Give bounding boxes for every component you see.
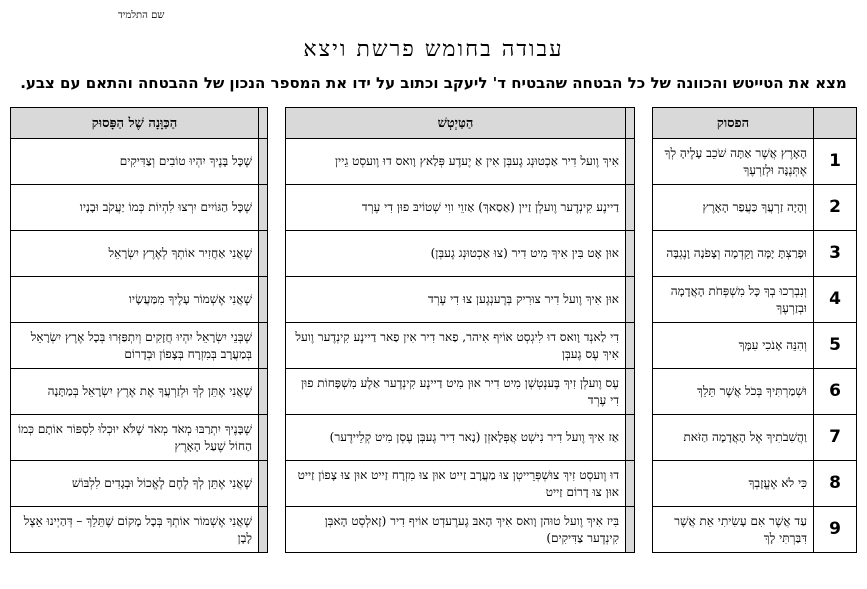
intention-text: שֶׁאֲנִי אַחֲזִיר אוֹתְךָ לְאֶרֶץ יִשְׂרָאֵל	[11, 231, 259, 277]
verse-number: 9	[814, 507, 857, 553]
translation-row	[286, 277, 635, 323]
translation-text: אוּן אִיךְ וֶועל דִיר צוּרִיק בְּרֶענְגֶען צוּ דִי עֶרְד	[286, 277, 626, 323]
verse-text: וְנִבְרְכוּ בְךָ כָּל מִשְׁפְּחֹת הָאֲדָמָה וּבְזַרְעֶךָ	[653, 277, 814, 323]
intentions-edge-header	[259, 108, 268, 139]
intention-row	[11, 323, 268, 369]
intentions-table	[10, 107, 268, 553]
answer-number-cell[interactable]	[626, 323, 635, 369]
verse-row	[653, 139, 857, 185]
intention-row	[11, 415, 268, 461]
verse-number: 4	[814, 277, 857, 323]
verse-row	[653, 507, 857, 553]
answer-number-cell[interactable]	[626, 369, 635, 415]
verse-number: 7	[814, 415, 857, 461]
answer-number-cell[interactable]	[626, 277, 635, 323]
verse-text: הָאָרֶץ אֲשֶׁר אַתָּה שֹׁכֵב עָלֶיהָ לְךָ אֶתְּנֶנָּה וּלְזַרְעֶךָ	[653, 139, 814, 185]
intention-text: שֶׁאֲנִי אֶתֵּן לְךָ לֶחֶם לֶאֱכוֹל וּבְגָדִים לִלְבּוֹשׁ	[11, 461, 259, 507]
translation-row	[286, 323, 635, 369]
translation-text: דִי לַאנְד וָואס דוּ לִיגְסְט אוֹיף אִיהר, פַאר דִיר אִין פַאר דַיינֶע קִינְדֶער וֶועל אִיךְ עֶס גֶעבְּן	[286, 323, 626, 369]
answer-number-cell[interactable]	[626, 231, 635, 277]
intention-text: שֶׁבָּנֶיךָ יִתְרַבּוּ מְאֹד מְאֹד שֶׁלֹּא יוּכְלוּ לִסְפּוֹר אוֹתָם כְּמוֹ הַחוֹל שֶׁעַל הָאָרֶץ	[11, 415, 259, 461]
intention-text: שֶׁאֲנִי אֶשְׁמוֹר אוֹתְךָ בְּכָל מָקוֹם שֶׁתֵּלֵךְ – דְּהַיְינוּ אֵצֶל לָבָן	[11, 507, 259, 553]
intention-row	[11, 139, 268, 185]
answer-number-cell[interactable]	[259, 369, 268, 415]
instructions: מצא את הטייטש והכוונה של כל הבטחה שהבטיח ד' ליעקב וכתוב על ידו את המספר הנכון של ההבטחה והתאם עם צבע.	[20, 74, 847, 92]
translation-row	[286, 139, 635, 185]
verse-row	[653, 323, 857, 369]
translation-edge-header	[626, 108, 635, 139]
translation-text: אִיךְ וֶועל דִיר אַכְטוּנְג גֶעבְּן אִין אַ יֶעדֶע פְּלַאץ וָואס דוּ וֶועסְט גֵיין	[286, 139, 626, 185]
answer-number-cell[interactable]	[259, 507, 268, 553]
translation-row	[286, 507, 635, 553]
translation-row	[286, 461, 635, 507]
intention-row	[11, 277, 268, 323]
intention-text: שֶׁאֲנִי אֶתֵּן לְךָ וּלְזַרְעֲךָ אֶת אֶרֶץ יִשְׂרָאֵל בְּמַתָּנָה	[11, 369, 259, 415]
translation-text: אַז אִיךְ וֶועל דִיר נִישְׁט אֲפְּלָאזְן (נָאר דִיר גֶעבְּן עֶסְן מִיט קְלֵיידֶער)	[286, 415, 626, 461]
intention-row	[11, 507, 268, 553]
answer-number-cell[interactable]	[626, 415, 635, 461]
intention-row	[11, 461, 268, 507]
page-title: עבודה בחומש פרשת ויצא	[303, 37, 564, 62]
verse-number: 3	[814, 231, 857, 277]
verse-text: וּפָרַצְתָּ יָמָּה וָקֵדְמָה וְצָפֹנָה וָנֶגְבָּה	[653, 231, 814, 277]
translation-row	[286, 369, 635, 415]
intention-text: שֶׁכָּל הַגּוֹיִים יִרְצוּ לִהְיוֹת כְּמוֹ יַעֲקֹב וּבָנָיו	[11, 185, 259, 231]
verse-number: 8	[814, 461, 857, 507]
verses-header: הפסוק	[653, 108, 814, 139]
answer-number-cell[interactable]	[259, 231, 268, 277]
verse-text: וְהָיָה זַרְעֲךָ כַּעֲפַר הָאָרֶץ	[653, 185, 814, 231]
intentions-header: הַכַּוָּנָה שֶׁל הַפָּסוּק	[11, 108, 259, 139]
answer-number-cell[interactable]	[259, 323, 268, 369]
answer-number-cell[interactable]	[626, 507, 635, 553]
translation-header: הַטַּיְטְשׁ	[286, 108, 626, 139]
translation-table	[285, 107, 635, 553]
answer-number-cell[interactable]	[259, 139, 268, 185]
verse-number: 1	[814, 139, 857, 185]
translation-text: דַיינֶע קִינְדֶער וֶועלְן זַיין (אַסַאךְ) אַזוֵי ווִי שְׁטוֹיבּ פוּן דִי עֶרְד	[286, 185, 626, 231]
answer-number-cell[interactable]	[259, 415, 268, 461]
verse-text: כִּי לֹא אֶעֱזָבְךָ	[653, 461, 814, 507]
intention-row	[11, 185, 268, 231]
translation-row	[286, 415, 635, 461]
verses-number-header	[814, 108, 857, 139]
answer-number-cell[interactable]	[626, 461, 635, 507]
translation-text: עֶס וֶועלְן זִיךְ בֶּענְטְשְׁן מִיט דִיר אוּן מִיט דַיינֶע קִינְדֶער אַלֶע מִשְׁפָּחוֹת פוּן דִי עֶרְד	[286, 369, 626, 415]
verse-text: עַד אֲשֶׁר אִם עָשִׂיתִי אֵת אֲשֶׁר דִּבַּרְתִּי לָךְ	[653, 507, 814, 553]
intention-row	[11, 369, 268, 415]
verse-row	[653, 185, 857, 231]
translation-text: בִּיז אִיךְ וֶועל טוּהן וָואס אִיךְ הָאבּ גֶערֶעדְט אוֹיף דִיר (זָאלְסְט הָאבְּן קִינְדֶער צַדִּיקִים)	[286, 507, 626, 553]
intention-text: שֶׁבְּנֵי יִשְׂרָאֵל יִהְיוּ חֲזָקִים וְיִתְפַּזְּרוּ בְּכָל אֶרֶץ יִשְׂרָאֵל בְּמַעֲרָב בְּמִזְרָח בְּצָפוֹן וּבְדָרוֹם	[11, 323, 259, 369]
answer-number-cell[interactable]	[626, 185, 635, 231]
verse-number: 5	[814, 323, 857, 369]
verse-row	[653, 461, 857, 507]
verse-text: וּשְׁמַרְתִּיךָ בְּכֹל אֲשֶׁר תֵּלֵךְ	[653, 369, 814, 415]
intention-text: שֶׁאֲנִי אֶשְׁמוֹר עָלֶיךָ מִמַּעֲשָׂיו	[11, 277, 259, 323]
student-name-label: שם התלמיד	[118, 10, 165, 21]
verse-row	[653, 231, 857, 277]
verse-row	[653, 415, 857, 461]
verses-table	[652, 107, 857, 553]
verse-row	[653, 277, 857, 323]
answer-number-cell[interactable]	[259, 185, 268, 231]
verse-row	[653, 369, 857, 415]
translation-text: דוּ וֶועסְט זִיךְ צוּשְׁפְּרֵייטְן צוּ מַעֲרָב זַייט אוּן צוּ מִזְרָח זַייט אוּן צוּ צָפוֹן זַייט אוּן צוּ דָרוֹם זַייט	[286, 461, 626, 507]
intention-row	[11, 231, 268, 277]
translation-text: אוּן אָט בִּין אִיךְ מִיט דִיר (צוּ אַכְטוּנְג גֶעבְּן)	[286, 231, 626, 277]
answer-number-cell[interactable]	[626, 139, 635, 185]
verse-text: וַהֲשִׁבֹתִיךָ אֶל הָאֲדָמָה הַזֹּאת	[653, 415, 814, 461]
answer-number-cell[interactable]	[259, 277, 268, 323]
verse-text: וְהִנֵּה אָנֹכִי עִמָּךְ	[653, 323, 814, 369]
answer-number-cell[interactable]	[259, 461, 268, 507]
translation-row	[286, 185, 635, 231]
verse-number: 6	[814, 369, 857, 415]
translation-row	[286, 231, 635, 277]
intention-text: שֶׁכָּל בָּנֶיךָ יִהְיוּ טוֹבִים וְצַדִּיקִים	[11, 139, 259, 185]
verse-number: 2	[814, 185, 857, 231]
